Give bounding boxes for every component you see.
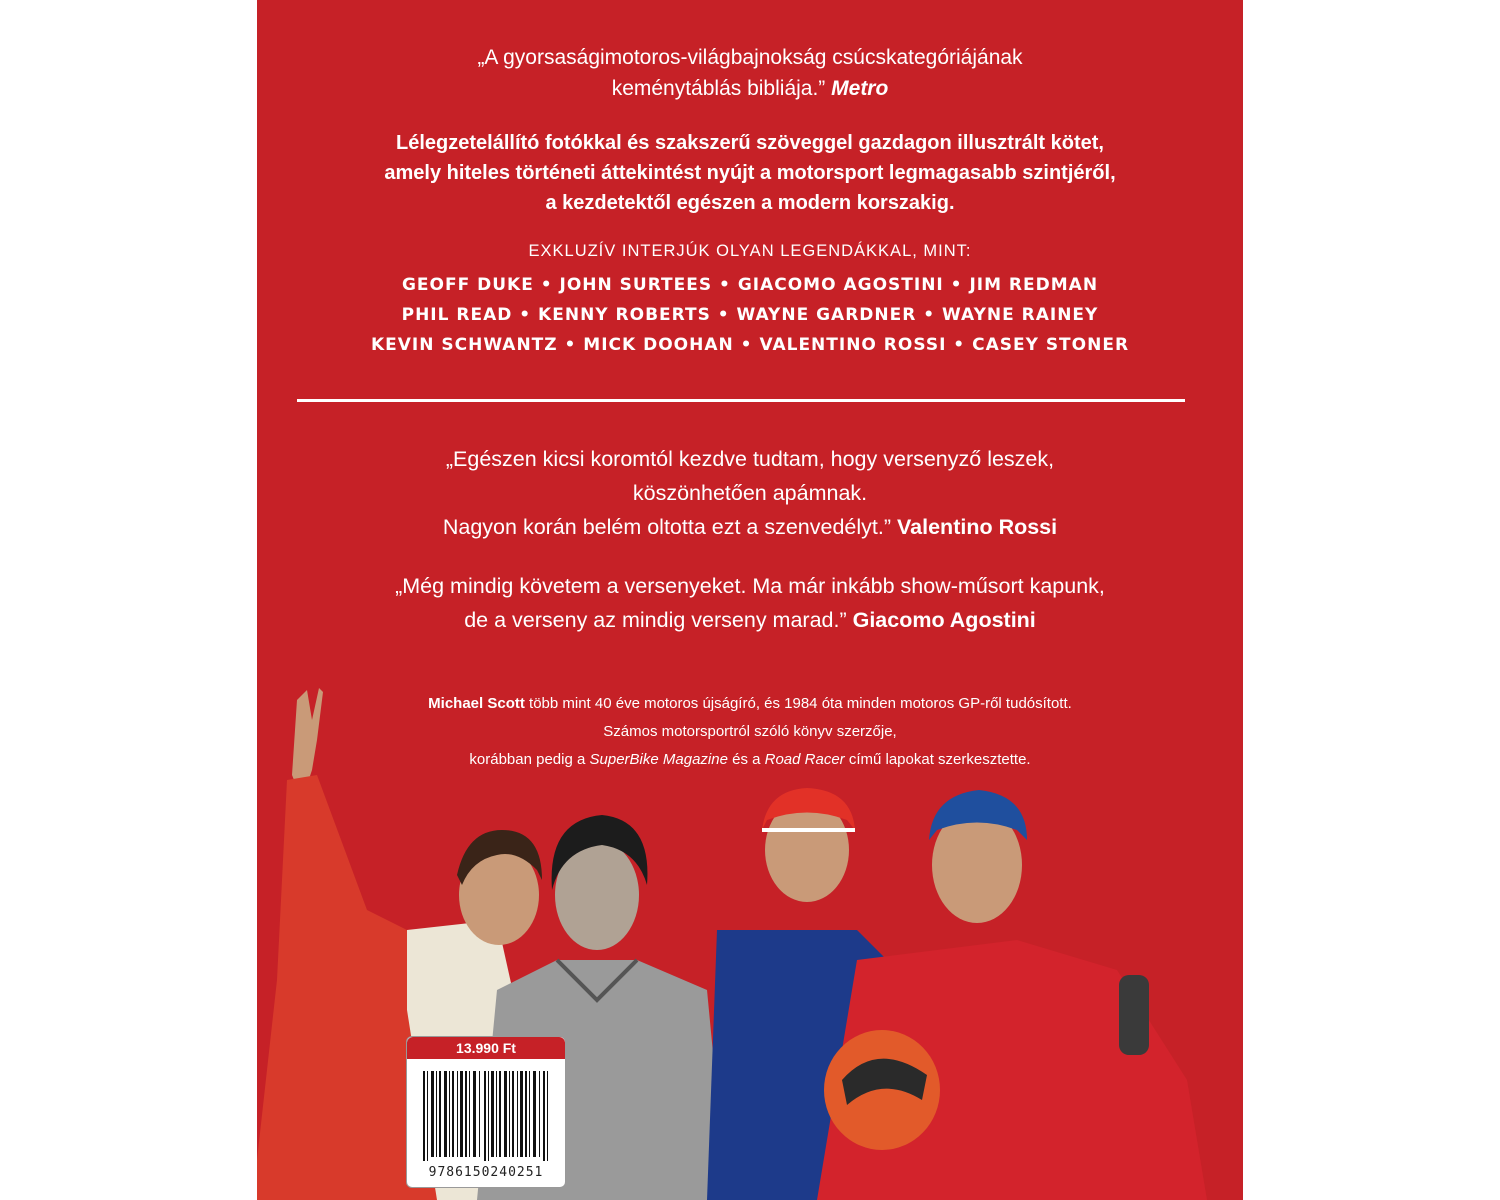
barcode <box>421 1071 551 1161</box>
metro-quote-line1: „A gyorsaságimotoros-világbajnokság csúcskategóriájának <box>477 46 1023 69</box>
author-bio-line3-pre: korábban pedig a <box>469 751 590 768</box>
interviews-label: EXKLUZÍV INTERJÚK OLYAN LEGENDÁKKAL, MINT: <box>528 242 972 260</box>
rossi-quote-line2: köszönhetően apámnak. <box>632 481 868 505</box>
agostini-quote <box>257 569 1243 637</box>
magazine-superbike: SuperBike Magazine <box>589 751 728 768</box>
magazine-road-racer: Road Racer <box>764 751 845 768</box>
legends-line: GEOFF DUKE • JOHN SURTEES • GIACOMO AGOSTINI • JIM REDMAN <box>401 275 1099 295</box>
metro-quote <box>257 42 1243 104</box>
legends-line: KEVIN SCHWANTZ • MICK DOOHAN • VALENTINO ROSSI • CASEY STONER <box>370 335 1130 355</box>
legends-list <box>257 270 1243 360</box>
metro-quote-source: Metro <box>831 77 889 100</box>
author-bio-line2: Számos motorsportról szóló könyv szerzője, <box>603 723 897 740</box>
blurb-line: Lélegzetelállító fotókkal és szakszerű szöveggel gazdagon illusztrált kötet, <box>396 132 1104 154</box>
price-barcode-sticker <box>406 1036 566 1188</box>
legends-line: PHIL READ • KENNY ROBERTS • WAYNE GARDNER • WAYNE RAINEY <box>401 305 1099 325</box>
divider-line <box>297 399 1185 402</box>
riders-illustration <box>257 680 1243 1200</box>
agostini-quote-line2: de a verseny az mindig verseny marad.” <box>464 608 847 632</box>
author-bio-line1: több mint 40 éve motoros újságíró, és 1984 óta minden motoros GP-ről tudósított. <box>524 695 1072 712</box>
author-name: Michael Scott <box>428 695 525 712</box>
riders-photo <box>257 680 1243 1200</box>
agostini-quote-line1: „Még mindig követem a versenyeket. Ma már inkább show-műsort kapunk, <box>395 574 1105 598</box>
agostini-quote-source: Giacomo Agostini <box>852 608 1036 632</box>
rider-bagnaia <box>817 790 1207 1200</box>
isbn-number: 9786150240251 <box>428 1165 544 1180</box>
author-bio-line3-mid: és a <box>727 751 765 768</box>
rossi-quote-line1: „Egészen kicsi koromtól kezdve tudtam, hogy versenyző leszek, <box>445 447 1055 471</box>
price-label: 13.990 Ft <box>407 1037 565 1059</box>
blurb-line: a kezdetektől egészen a modern korszakig. <box>545 192 955 214</box>
metro-quote-line2: keménytáblás bibliája.” <box>611 77 826 100</box>
back-cover <box>257 0 1243 1200</box>
rossi-quote-source: Valentino Rossi <box>897 515 1058 539</box>
rossi-quote-line3: Nagyon korán belém oltotta ezt a szenvedélyt.” <box>442 515 892 539</box>
rossi-quote <box>257 442 1243 544</box>
book-blurb <box>257 128 1243 218</box>
blurb-line: amely hiteles történeti áttekintést nyújt a motorsport legmagasabb szintjéről, <box>384 162 1116 184</box>
author-bio-line3-post: című lapokat szerkesztette. <box>844 751 1031 768</box>
